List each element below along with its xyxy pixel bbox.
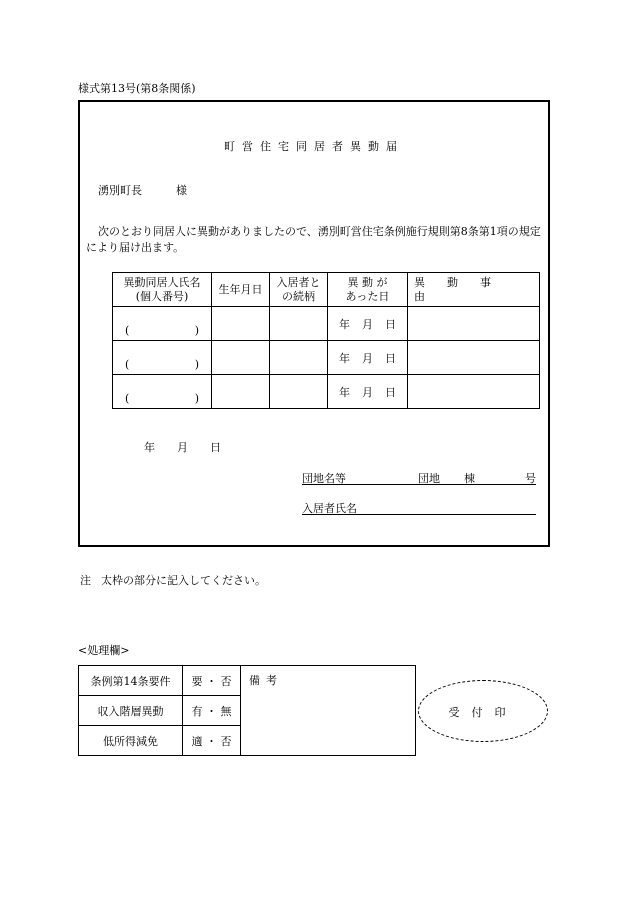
header-name-line2: (個人番号) bbox=[135, 289, 189, 303]
addressee bbox=[98, 182, 187, 198]
resident-label: 入居者氏名 bbox=[302, 502, 357, 515]
header-birth: 生年月日 bbox=[212, 273, 270, 307]
paren-close: ) bbox=[194, 392, 199, 405]
form-title: 町営住宅同居者異動届 bbox=[224, 140, 404, 153]
body-text: 次のとおり同居人に異動がありましたので、湧別町営住宅条例施行規則第8条第1項の規定により届け出ます。 bbox=[86, 225, 541, 254]
header-relation-line2: の続柄 bbox=[282, 289, 315, 303]
header-name-line1: 異動同居人氏名 bbox=[123, 275, 201, 289]
paren-open: ( bbox=[125, 358, 130, 371]
relation-cell[interactable] bbox=[270, 375, 328, 409]
date-cell[interactable] bbox=[328, 375, 408, 409]
danchi-field[interactable] bbox=[302, 470, 536, 485]
relation-cell[interactable] bbox=[270, 341, 328, 375]
building-unit: 棟 bbox=[464, 472, 475, 485]
form-reference: 様式第13号(第8条関係) bbox=[78, 82, 196, 95]
birth-cell[interactable] bbox=[212, 307, 270, 341]
paren-open: ( bbox=[125, 392, 130, 405]
header-name bbox=[113, 273, 212, 307]
unit-year: 年 bbox=[339, 351, 350, 365]
danchi-unit: 団地 bbox=[418, 472, 440, 485]
name-cell[interactable] bbox=[113, 307, 212, 341]
name-cell[interactable] bbox=[113, 341, 212, 375]
addressee-honorific: 様 bbox=[176, 184, 187, 197]
processing-label: <処理欄> bbox=[78, 644, 130, 657]
table-row bbox=[113, 375, 540, 409]
date-month-unit: 月 bbox=[177, 441, 188, 454]
change-table bbox=[112, 272, 540, 409]
processing-item: 低所得減免 bbox=[79, 726, 183, 756]
paren-open: ( bbox=[125, 324, 130, 337]
paren-close: ) bbox=[194, 324, 199, 337]
date-day-unit: 日 bbox=[210, 441, 221, 454]
processing-row bbox=[79, 666, 416, 696]
birth-cell[interactable] bbox=[212, 375, 270, 409]
note-label: 注 bbox=[80, 574, 91, 587]
reason-cell[interactable] bbox=[408, 341, 540, 375]
note bbox=[80, 572, 266, 588]
header-relation bbox=[270, 273, 328, 307]
note-text: 太枠の部分に記入してください。 bbox=[101, 574, 266, 587]
unit-day: 日 bbox=[385, 385, 396, 399]
processing-value: 適 ・ 否 bbox=[183, 726, 241, 756]
reason-cell[interactable] bbox=[408, 375, 540, 409]
relation-cell[interactable] bbox=[270, 307, 328, 341]
submission-date[interactable] bbox=[144, 439, 243, 455]
name-cell[interactable] bbox=[113, 375, 212, 409]
unit-day: 日 bbox=[385, 351, 396, 365]
table-row bbox=[113, 307, 540, 341]
unit-month: 月 bbox=[362, 385, 373, 399]
birth-cell[interactable] bbox=[212, 341, 270, 375]
unit-year: 年 bbox=[339, 385, 350, 399]
remarks-cell: 備考 bbox=[241, 666, 416, 756]
header-date-line2: あった日 bbox=[345, 289, 390, 303]
processing-value: 有 ・ 無 bbox=[183, 696, 241, 726]
processing-table bbox=[78, 665, 416, 756]
unit-month: 月 bbox=[362, 317, 373, 331]
resident-name-field[interactable] bbox=[302, 500, 536, 515]
unit-month: 月 bbox=[362, 351, 373, 365]
table-row bbox=[113, 341, 540, 375]
addressee-name: 湧別町長 bbox=[98, 184, 142, 197]
table-header-row bbox=[113, 273, 540, 307]
reason-cell[interactable] bbox=[408, 307, 540, 341]
header-relation-line1: 入居者と bbox=[276, 275, 321, 289]
processing-item: 条例第14条要件 bbox=[79, 666, 183, 696]
form-frame bbox=[78, 100, 550, 547]
date-year-unit: 年 bbox=[144, 441, 155, 454]
header-date-line1: 異 動 が bbox=[347, 275, 388, 289]
header-reason: 異動事由 bbox=[408, 273, 540, 307]
receipt-stamp-area bbox=[418, 680, 548, 742]
processing-item: 収入階層異動 bbox=[79, 696, 183, 726]
date-cell[interactable] bbox=[328, 307, 408, 341]
danchi-label: 団地名等 bbox=[302, 472, 346, 485]
unit-year: 年 bbox=[339, 317, 350, 331]
header-date bbox=[328, 273, 408, 307]
processing-value: 要 ・ 否 bbox=[183, 666, 241, 696]
paren-close: ) bbox=[194, 358, 199, 371]
number-unit: 号 bbox=[525, 472, 536, 485]
receipt-label: 受付印 bbox=[448, 706, 518, 719]
unit-day: 日 bbox=[385, 317, 396, 331]
date-cell[interactable] bbox=[328, 341, 408, 375]
